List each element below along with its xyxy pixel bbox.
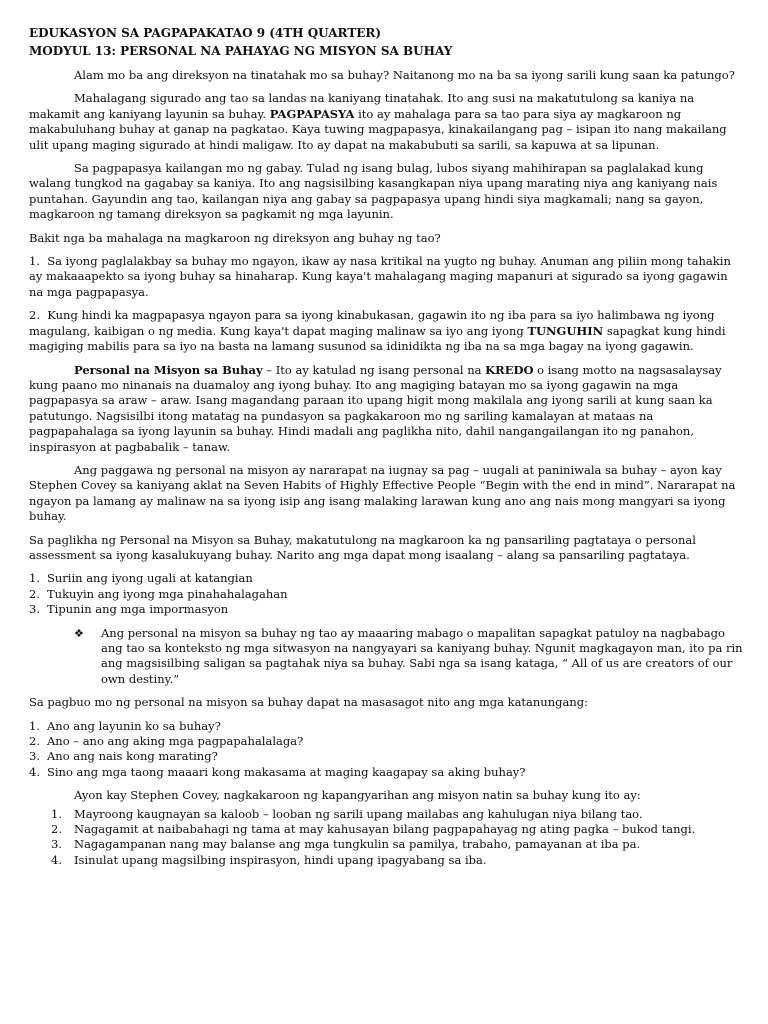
bullet-text: Ang personal na misyon sa buhay ng tao ay maaaring mabago o mapalitan sapagkat patuloy na nagbabago ang tao sa konteksto ng mga sitwasyon na nangyayari sa kaniyang buhay. Ngunit magkagayon man, ito pa rin ang magsisilbing saligan sa pagtahak niya sa buhay. Sabi nga sa isang kataga, “ All of us are creators of our own destiny.” — [101, 625, 743, 686]
paragraph-gabay: Sa pagpapasya kailangan mo ng gabay. Tulad ng isang bulag, lubos siyang mahihirapan sa paglalakad kung walang tungkod na gagabay sa kaniya. Ito ang nagsisilbing kasangkapan niya upang marating niya ang kaniyang nais puntahan. Gayundin ang tao, kailangan niya ang gabay sa pagpapasya upang hindi siya magkamali; nang sa gayon, magkaroon ng tamang direksyon sa pagkamit ng mga layunin. — [29, 161, 718, 222]
item-text: Isinulat upang magsilbing inspirasyon, hindi upang ipagyabang sa iba. — [74, 852, 487, 867]
item-number: 3. — [29, 749, 40, 764]
item-number: 2. — [29, 308, 40, 323]
module-title: MODYUL 13: PERSONAL NA PAHAYAG NG MISYON SA BUHAY — [29, 44, 453, 58]
item-text: Suriin ang iyong ugali at katangian — [47, 571, 253, 586]
paragraph-personal-misyon — [29, 363, 744, 455]
item-text: Sino ang mga taong maaari kong makasama at maging kaagapay sa aking buhay? — [47, 764, 526, 779]
list-item — [29, 749, 744, 764]
item-text: Mayroong kaugnayan sa kaloob – looban ng sarili upang mailabas ang kahulugan niya bilang tao. — [74, 806, 643, 821]
diamond-bullet-icon: ❖ — [74, 626, 84, 640]
text-run: ito ay mahalaga para sa tao para siya ay magkaroon ng makabuluhang buhay at ganap na pagkatao. Kaya tuwing magpapasya, kinakailangang pag – isipan ito nang makailang ulit upang maging sigurado at hindi maligaw. Ito ay dapat na makabubuti sa sarili, sa kapuwa at sa lipunan. — [29, 106, 727, 152]
item-number: 2. — [29, 586, 40, 601]
item-number: 1. — [29, 254, 40, 269]
item-number: 3. — [51, 837, 62, 852]
text-run: sapagkat kung hindi magiging mabilis para sa iyo na basta na lamang susunod sa idinidikta ng iba na sa mga bagay na iyong gagawin. — [29, 323, 726, 354]
document-title: EDUKASYON SA PAGPAPAKATAO 9 (4TH QUARTER) — [29, 26, 382, 40]
item-text: Ano – ano ang aking mga pagpapahalalaga? — [47, 734, 304, 749]
item-number: 1. — [29, 571, 40, 586]
question-paragraph: Bakit nga ba mahalaga na magkaroon ng direksyon ang buhay ng tao? — [29, 230, 441, 245]
list-item — [29, 571, 744, 586]
item-text: Sa iyong paglalakbay sa buhay mo ngayon, ikaw ay nasa kritikal na yugto ng buhay. Anuman ang piliin mong tahakin ay makaaapekto sa iyong buhay sa hinaharap. Kung kaya't mahalagang maging mapanuri at sigurado sa iyong gagawin na mga pagpapasya. — [29, 254, 731, 299]
list-item — [29, 765, 744, 780]
intro-paragraph: Alam mo ba ang direksyon na tinatahak mo sa buhay? Naitanong mo na ba sa iyong sarili kung saan ka patungo? — [74, 68, 735, 82]
item-number: 1. — [29, 718, 40, 733]
item-number: 3. — [29, 602, 40, 617]
assessment-list — [29, 571, 744, 617]
list-item — [29, 734, 744, 749]
list-item — [29, 853, 744, 868]
item-number: 4. — [51, 852, 62, 867]
paragraph-covey-power: Ayon kay Stephen Covey, nagkakaroon ng kapangyarihan ang misyon natin sa buhay kung ito ay: — [74, 788, 641, 803]
item-number: 2. — [51, 822, 62, 837]
bullet-paragraph — [29, 626, 744, 688]
item-text: Tukuyin ang iyong mga pinahahalagahan — [47, 586, 288, 601]
bold-term: KREDO — [485, 362, 534, 377]
list-item — [29, 587, 744, 602]
item-number: 2. — [29, 734, 40, 749]
list-item — [29, 837, 744, 852]
text-run: Mahalagang sigurado ang tao sa landas na kaniyang tinatahak. Ito ang susi na makatutulong sa kaniya na makamit ang kaniyang layunin sa buhay. — [29, 91, 695, 121]
list-item — [29, 719, 744, 734]
list-item — [29, 602, 744, 617]
covey-list — [29, 807, 744, 869]
list-item — [29, 807, 744, 822]
text-run: o isang motto na nagsasalaysay kung paano mo ninanais na duamaloy ang iyong buhay. Ito ang magiging batayan mo sa iyong gagawin na mga pagpapasya sa araw – araw. Isang magandang paraan ito upang higit mong makilala ang iyong sarili at kung saan ka patutungo. Nagsisilbi itong matatag na pundasyon sa pagkakaroon mo ng sariling kamalayan at mataas na pagpapahalaga sa iyong layunin sa buhay. Hindi madali ang paglikha nito, dahil nangangailangan ito ng panahon, inspirasyon at pagbabalik – tanaw. — [29, 362, 722, 454]
paragraph-pagpapasya — [29, 91, 744, 153]
bold-term: Personal na Misyon sa Buhay — [74, 362, 263, 377]
item-text: Nagagampanan nang may balanse ang mga tungkulin sa pamilya, trabaho, pamayanan at iba pa. — [74, 837, 641, 852]
text-run: Kung hindi ka magpapasya ngayon para sa iyong kinabukasan, gagawin ito ng iba para sa iyo halimbawa ng iyong magulang, kaibigan o ng media. Kung kaya't dapat maging malinaw sa iyo ang iyong — [29, 308, 715, 338]
questions-list — [29, 719, 744, 781]
text-run: – Ito ay katulad ng isang personal na — [262, 362, 486, 377]
item-number: 4. — [29, 764, 40, 779]
paragraph-questions-intro: Sa pagbuo mo ng personal na misyon sa buhay dapat na masasagot nito ang mga katanungang: — [29, 695, 588, 710]
bold-term: PAGPAPASYA — [269, 106, 355, 121]
item-text: Ano ang layunin ko sa buhay? — [47, 718, 221, 733]
list-item — [29, 822, 744, 837]
item-text: Ano ang nais kong marating? — [47, 749, 218, 764]
item-number: 1. — [51, 806, 62, 821]
paragraph-covey: Ang paggawa ng personal na misyon ay nararapat na iugnay sa pag – uugali at paniniwala sa buhay – ayon kay Stephen Covey sa kaniyang aklat na Seven Habits of Highly Effective People “Begin with the end in mind”. Nararapat na ngayon pa lamang ay malinaw na sa iyong isip ang isang malaking larawan kung ano ang nais mong mangyari sa iyong buhay. — [29, 462, 736, 524]
item-text: Tipunin ang mga impormasyon — [47, 602, 229, 617]
numbered-paragraph-1 — [29, 254, 744, 300]
numbered-paragraph-2 — [29, 308, 744, 354]
bold-term: TUNGUHIN — [527, 323, 604, 338]
item-text: Nagagamit at naibabahagi ng tama at may kahusayan bilang pagpapahayag ng ating pagka – bukod tangi. — [74, 822, 696, 837]
paragraph-assessment: Sa paglikha ng Personal na Misyon sa Buhay, makatutulong na magkaroon ka ng pansariling pagtataya o personal assessment sa iyong kasalukuyang buhay. Narito ang mga dapat mong isaalang – alang sa pansariling pagtataya. — [29, 532, 696, 562]
